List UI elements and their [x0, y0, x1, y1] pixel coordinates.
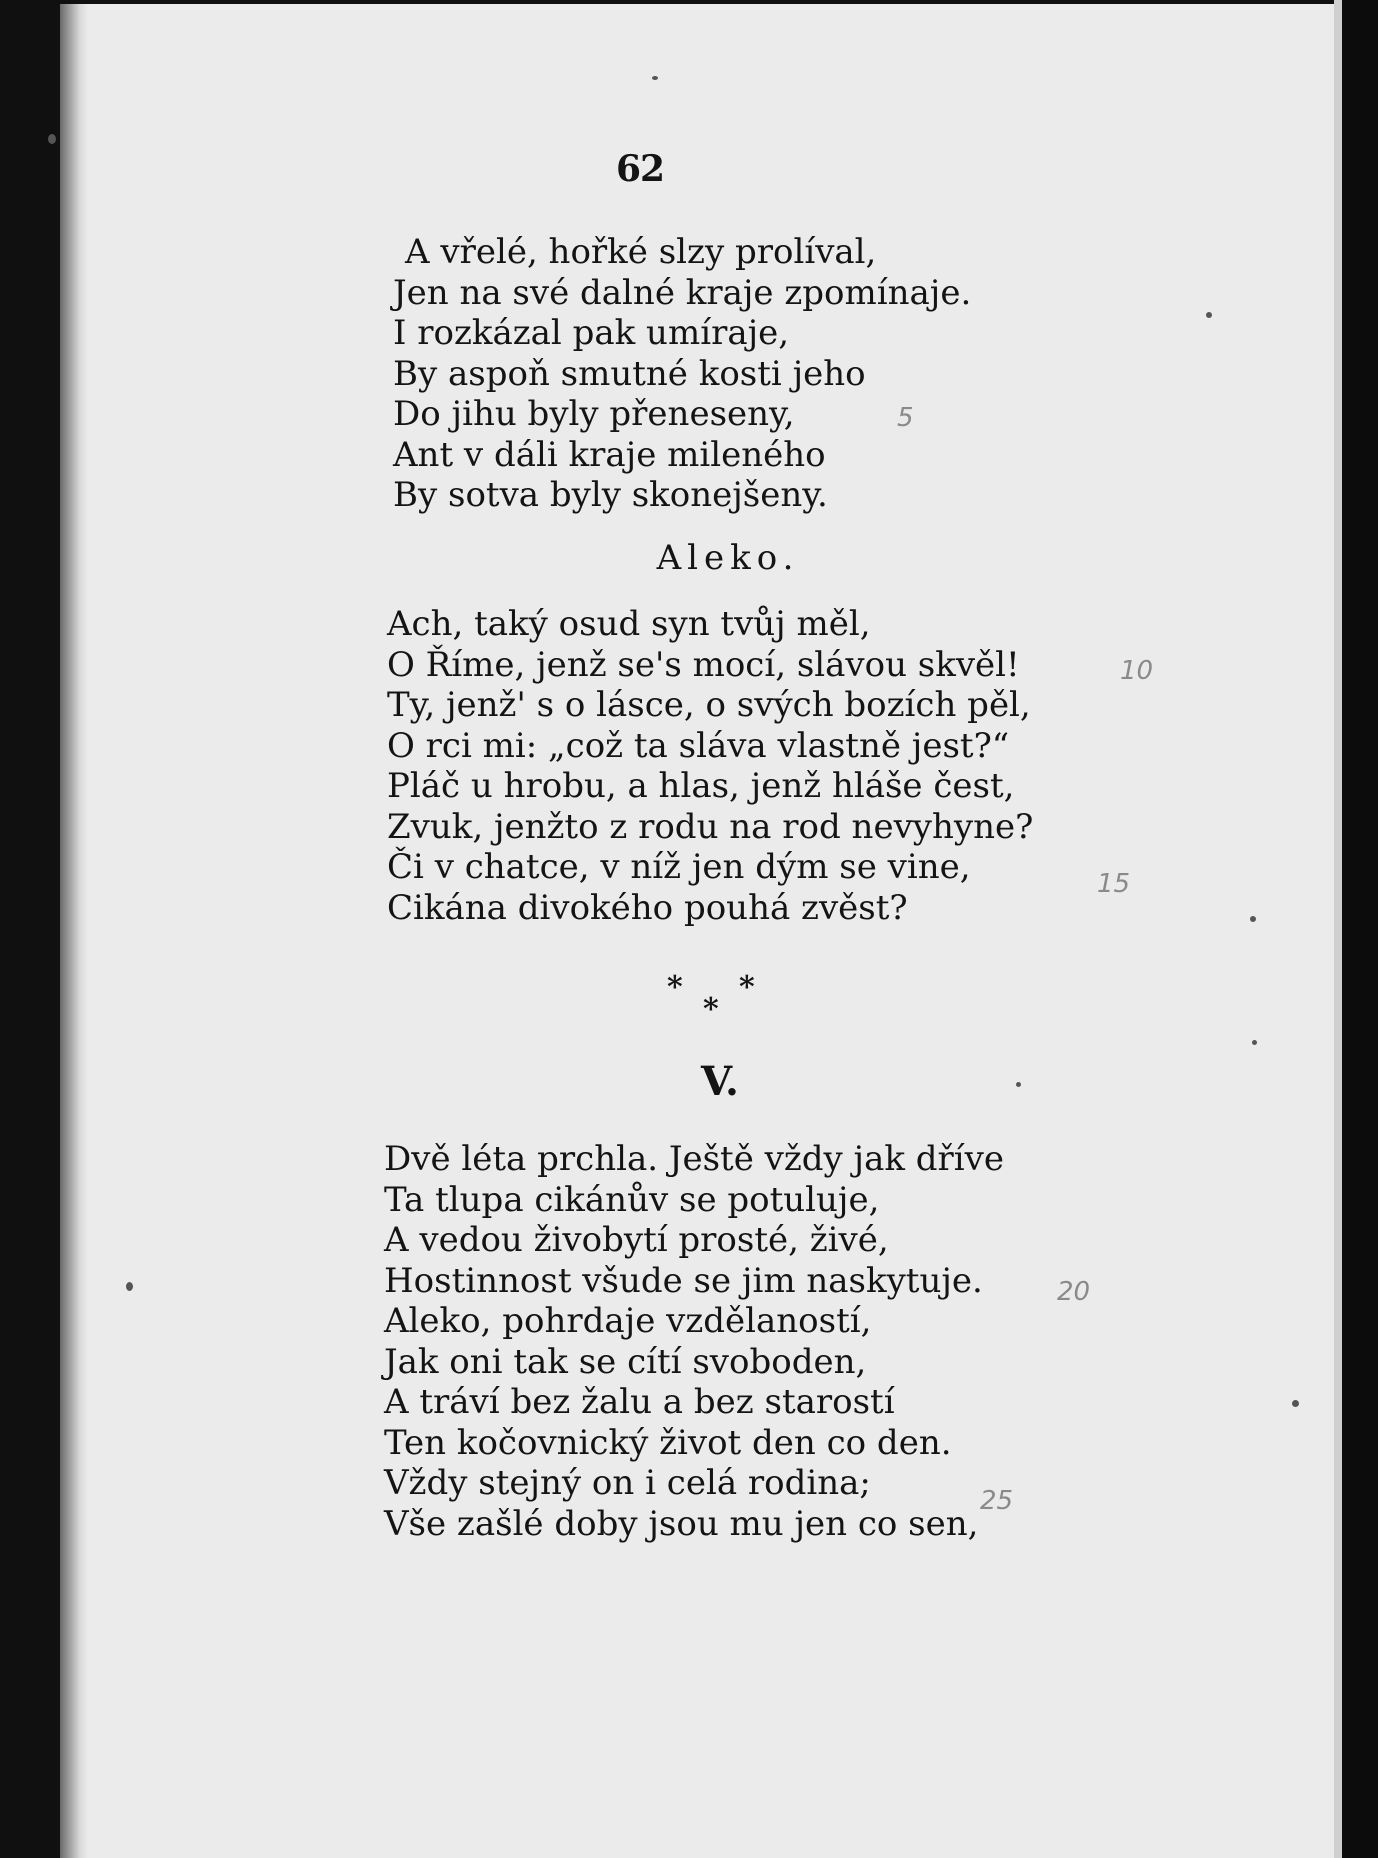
verse-line: Cikána divokého pouhá zvěst? [387, 887, 908, 928]
asterisk: * [739, 970, 755, 1005]
scan-speck [1206, 312, 1212, 318]
line-count-note: 15 [1097, 869, 1131, 899]
verse-line: Či v chatce, v níž jen dým se vine, [387, 847, 971, 887]
verse-line: Jak oni tak se cítí svoboden, [384, 1341, 867, 1382]
speaker-name: Aleko. [656, 538, 800, 578]
verse-line: Ach, taký osud syn tvůj měl, [387, 604, 871, 644]
asterisk: * [667, 970, 683, 1005]
verse-line: Vždy stejný on i celá rodina; [384, 1463, 871, 1503]
scan-speck [1016, 1082, 1021, 1087]
verse-line: Vše zašlé doby jsou mu jen co sen, [384, 1503, 979, 1544]
verse-line: O Říme, jenž se's mocí, slávou skvěl! [387, 644, 1020, 685]
verse-line: I rozkázal pak umíraje, [393, 313, 790, 353]
asterisk: * [703, 992, 719, 1027]
verse-line: By aspoň smutné kosti jeho [393, 353, 866, 394]
line-count-note: 20 [1057, 1277, 1091, 1307]
line-count-note: 25 [980, 1486, 1014, 1516]
scan-speck [652, 76, 658, 80]
verse-line: Do jihu byly přeneseny, [393, 394, 795, 434]
verse-line: Ty, jenž' s o lásce, o svých bozích pěl, [387, 685, 1031, 725]
line-count-note: 5 [897, 403, 914, 433]
stanza-2 [387, 604, 1033, 928]
verse-line: Ant v dáli kraje mileného [393, 434, 826, 475]
verse-line: Jen na své dalné kraje zpomínaje. [393, 272, 972, 313]
verse-line: A vedou živobytí prosté, živé, [384, 1220, 889, 1260]
asterism-divider [655, 970, 775, 1030]
scan-speck [1252, 1040, 1257, 1045]
verse-line: O rci mi: „což ta sláva vlastně jest?“ [387, 725, 1010, 766]
verse-line: Pláč u hrobu, a hlas, jenž hláše čest, [387, 766, 1015, 806]
line-count-note: 10 [1120, 656, 1154, 686]
stanza-3 [384, 1139, 1004, 1544]
verse-line: By sotva byly skonejšeny. [393, 475, 828, 515]
page-number: 62 [615, 148, 665, 190]
verse-line: Zvuk, jenžto z rodu na rod nevyhyne? [387, 806, 1034, 847]
scan-speck [1250, 916, 1256, 922]
spine-shadow [60, 4, 88, 1858]
verse-line: Aleko, pohrdaje vzdělaností, [384, 1301, 872, 1341]
scan-speck [1292, 1400, 1299, 1407]
scan-speck [126, 1282, 133, 1291]
verse-line: Hostinnost všude se jim naskytuje. [384, 1260, 983, 1301]
verse-line: Dvě léta prchla. Ještě vždy jak dříve [384, 1139, 1004, 1179]
verse-line: A vřelé, hořké slzy prolíval, [405, 232, 877, 272]
page-edge [1334, 0, 1342, 1858]
verse-line: A tráví bez žalu a bez starostí [384, 1382, 895, 1422]
dark-background [1342, 0, 1378, 1858]
verse-line: Ta tlupa cikánův se potuluje, [384, 1179, 880, 1220]
section-heading: V. [701, 1058, 739, 1105]
verse-line: Ten kočovnický život den co den. [384, 1422, 952, 1463]
stanza-1 [393, 232, 971, 516]
scan-speck [48, 134, 56, 144]
